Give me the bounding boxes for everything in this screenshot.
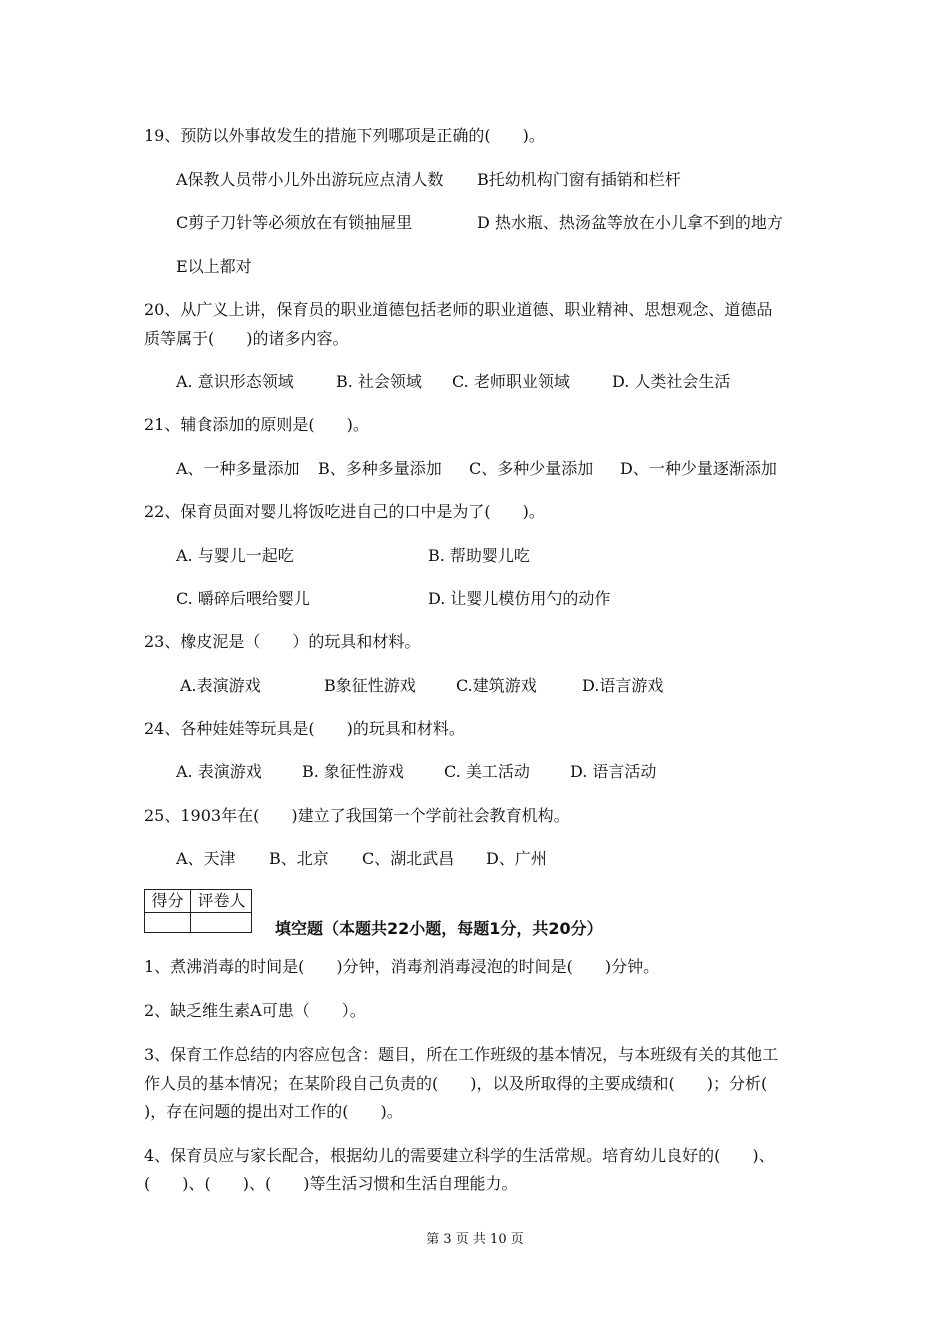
score-table <box>144 889 252 933</box>
fill-question-4-line1: 4、保育员应与家长配合，根据幼儿的需要建立科学的生活常规。培育幼儿良好的( )、 <box>144 1146 775 1165</box>
question-19-option-c: C剪子刀针等必须放在有锁抽屉里 <box>176 213 413 232</box>
question-25-option-d: D、广州 <box>486 849 547 868</box>
grader-label: 评卷人 <box>191 890 252 913</box>
question-20-option-d: D. 人类社会生活 <box>612 372 731 391</box>
section-title: 填空题（本题共22小题，每题1分，共20分） <box>275 919 603 938</box>
question-24-option-d: D. 语言活动 <box>570 762 657 781</box>
question-25-option-c: C、湖北武昌 <box>362 849 455 868</box>
question-20-stem-line2: 质等属于( )的诸多内容。 <box>144 329 349 348</box>
question-19-stem: 19、预防以外事故发生的措施下列哪项是正确的( )。 <box>144 126 545 145</box>
question-19-option-e: E以上都对 <box>176 257 252 276</box>
question-24-stem: 24、各种娃娃等玩具是( )的玩具和材料。 <box>144 719 465 738</box>
question-22-stem: 22、保育员面对婴儿将饭吃进自己的口中是为了( )。 <box>144 502 545 521</box>
question-23-option-a: A.表演游戏 <box>180 676 261 695</box>
question-22-option-c: C. 嚼碎后喂给婴儿 <box>176 589 310 608</box>
question-20-option-a: A. 意识形态领域 <box>176 372 294 391</box>
question-25-option-a: A、天津 <box>176 849 236 868</box>
fill-question-3-line3: )，存在问题的提出对工作的( )。 <box>144 1102 403 1121</box>
question-24-option-b: B. 象征性游戏 <box>302 762 404 781</box>
question-25-option-b: B、北京 <box>269 849 329 868</box>
question-19-option-d: D 热水瓶、热汤盆等放在小儿拿不到的地方 <box>477 213 783 232</box>
question-22-option-a: A. 与婴儿一起吃 <box>176 546 294 565</box>
question-21-option-d: D、一种少量逐渐添加 <box>620 459 777 478</box>
fill-question-3-line1: 3、保育工作总结的内容应包含：题目，所在工作班级的基本情况，与本班级有关的其他工 <box>144 1045 779 1064</box>
question-21-stem: 21、辅食添加的原则是( )。 <box>144 415 369 434</box>
question-20-option-b: B. 社会领域 <box>336 372 422 391</box>
fill-question-1: 1、煮沸消毒的时间是( )分钟，消毒剂消毒浸泡的时间是( )分钟。 <box>144 957 660 976</box>
question-24-option-c: C. 美工活动 <box>444 762 530 781</box>
page-number: 第 3 页 共 10 页 <box>426 1232 524 1247</box>
question-22-option-b: B. 帮助婴儿吃 <box>428 546 530 565</box>
fill-question-4-line2: ( )、( )、( )等生活习惯和生活自理能力。 <box>144 1174 518 1193</box>
question-20-stem-line1: 20、从广义上讲，保育员的职业道德包括老师的职业道德、职业精神、思想观念、道德品 <box>144 300 773 319</box>
question-23-option-b: B象征性游戏 <box>324 676 416 695</box>
question-25-stem: 25、1903年在( )建立了我国第一个学前社会教育机构。 <box>144 806 570 825</box>
fill-question-3-line2: 作人员的基本情况；在某阶段自己负责的( )，以及所取得的主要成绩和( )；分析( <box>144 1074 768 1093</box>
question-23-option-c: C.建筑游戏 <box>456 676 537 695</box>
score-label: 得分 <box>145 890 191 913</box>
question-23-stem: 23、橡皮泥是（ ）的玩具和材料。 <box>144 632 421 651</box>
question-20-option-c: C. 老师职业领域 <box>452 372 570 391</box>
question-21-option-b: B、多种多量添加 <box>318 459 442 478</box>
fill-question-2: 2、缺乏维生素A可患（ ）。 <box>144 1001 366 1020</box>
question-21-option-c: C、多种少量添加 <box>469 459 594 478</box>
question-21-option-a: A、一种多量添加 <box>176 459 300 478</box>
question-19-option-a: A保教人员带小儿外出游玩应点清人数 <box>176 170 444 189</box>
question-22-option-d: D. 让婴儿模仿用勺的动作 <box>428 589 611 608</box>
score-cell <box>145 912 191 933</box>
question-23-option-d: D.语言游戏 <box>582 676 664 695</box>
question-24-option-a: A. 表演游戏 <box>176 762 262 781</box>
question-19-option-b: B托幼机构门窗有插销和栏杆 <box>477 170 681 189</box>
